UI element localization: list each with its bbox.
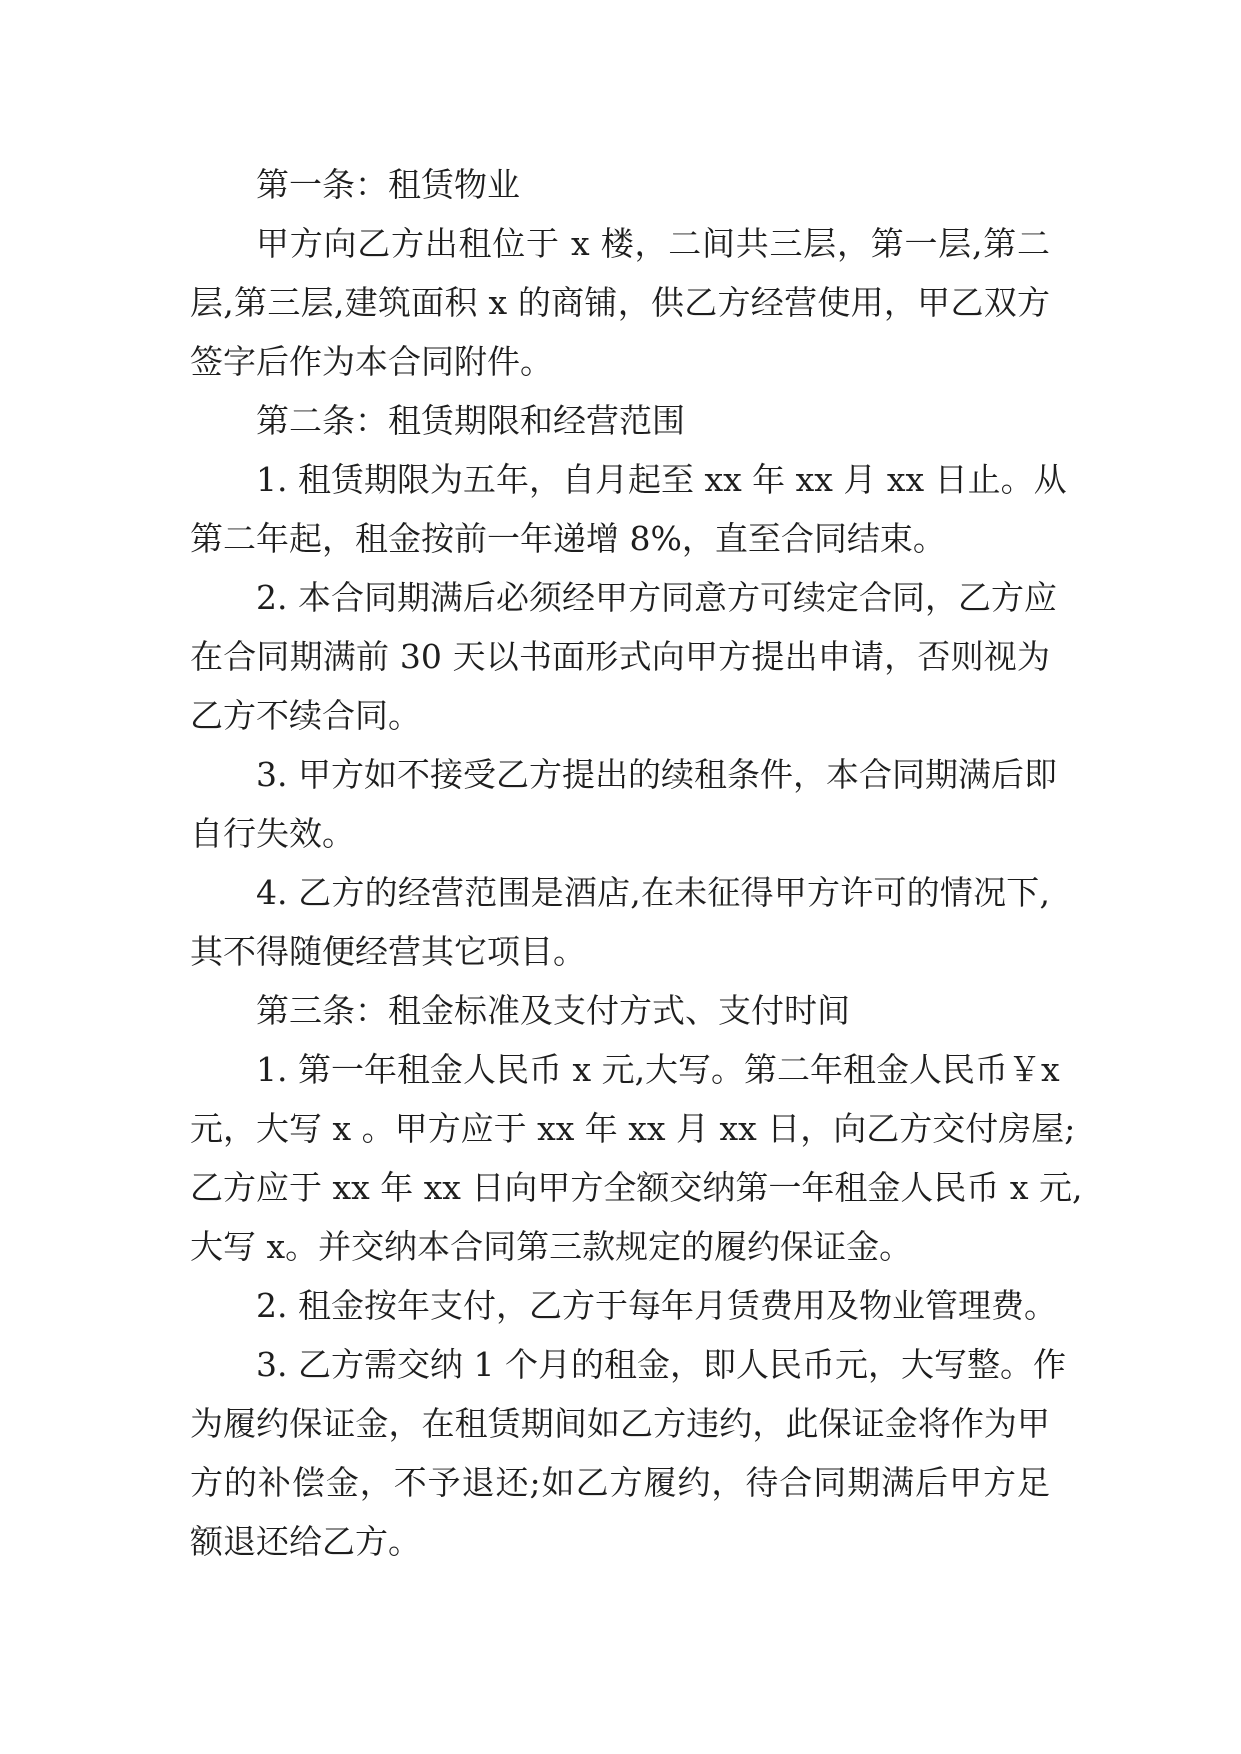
paragraph-line: 甲方向乙方出租位于 x 楼，二间共三层，第一层,第二 [256,224,1050,263]
paragraph-line: 1. 租赁期限为五年，自月起至 xx 年 xx 月 xx 日止。从 [256,460,1067,499]
paragraph-line: 乙方应于 xx 年 xx 日向甲方全额交纳第一年租金人民币 x 元, [190,1168,1083,1207]
paragraph-line: 元，大写 x 。甲方应于 xx 年 xx 月 xx 日，向乙方交付房屋; [190,1109,1076,1148]
paragraph-line: 乙方不续合同。 [190,696,421,735]
paragraph-line: 3. 甲方如不接受乙方提出的续租条件，本合同期满后即 [256,755,1057,794]
paragraph-line: 2. 租金按年支付，乙方于每年月赁费用及物业管理费。 [256,1286,1057,1325]
paragraph-line: 2. 本合同期满后必须经甲方同意方可续定合同，乙方应 [256,578,1057,617]
paragraph-line: 大写 x。并交纳本合同第三款规定的履约保证金。 [190,1227,913,1266]
paragraph-line: 其不得随便经营其它项目。 [190,932,586,971]
paragraph-line: 签字后作为本合同附件。 [190,342,553,381]
paragraph-line: 为履约保证金，在租赁期间如乙方违约，此保证金将作为甲 [190,1404,1050,1443]
paragraph-line: 层,第三层,建筑面积 x 的商铺，供乙方经营使用，甲乙双方 [190,283,1050,322]
paragraph-line: 3. 乙方需交纳 1 个月的租金，即人民币元，大写整。作 [256,1345,1066,1384]
paragraph-line: 自行失效。 [190,814,355,853]
article-3-heading: 第三条：租金标准及支付方式、支付时间 [256,991,850,1030]
article-2-heading: 第二条：租赁期限和经营范围 [256,401,685,440]
document-body [190,155,1083,1571]
paragraph-line: 第二年起，租金按前一年递增 8%，直至合同结束。 [190,519,946,558]
paragraph-line: 4. 乙方的经营范围是酒店,在未征得甲方许可的情况下, [256,873,1050,912]
article-1-heading: 第一条：租赁物业 [256,165,520,204]
paragraph-line: 在合同期满前 30 天以书面形式向甲方提出申请，否则视为 [190,637,1050,676]
paragraph-line: 1. 第一年租金人民币 x 元,大写。第二年租金人民币￥x [256,1050,1060,1089]
paragraph-line: 额退还给乙方。 [190,1522,421,1561]
paragraph-line: 方的补偿金，不予退还;如乙方履约，待合同期满后甲方足 [190,1463,1050,1502]
